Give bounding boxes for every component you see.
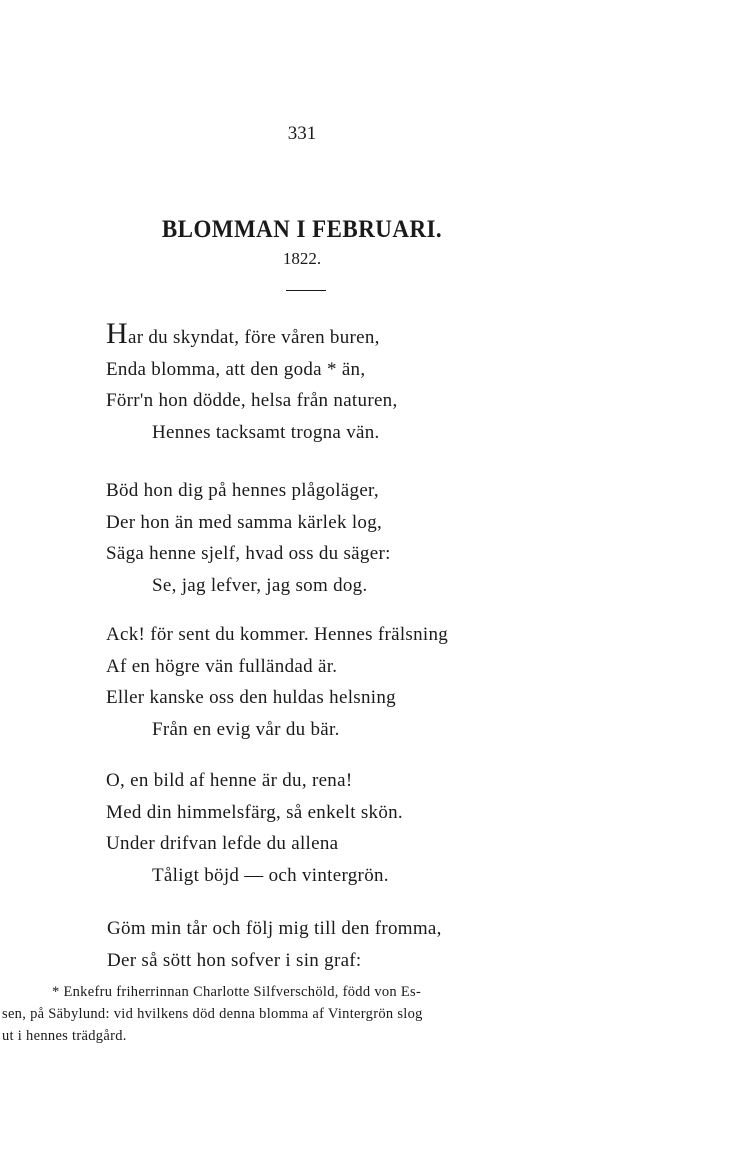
verse-line: Under drifvan lefde du allena xyxy=(106,833,339,854)
verse-line: Der så sött hon sofver i sin graf: xyxy=(107,949,362,971)
verse-line: O, en bild af henne är du, rena! xyxy=(106,770,353,791)
verse-line: Eller kanske oss den huldas helsning xyxy=(106,687,396,708)
verse-line: Göm min tår och följ mig till den fromma, xyxy=(107,918,442,939)
verse-line: Säga henne sjelf, hvad oss du säger: xyxy=(106,543,391,564)
verse-line: Tåligt böjd — och vintergrön. xyxy=(152,864,389,886)
title-divider xyxy=(286,290,326,291)
stanza-5 xyxy=(107,913,627,976)
footnote-line: sen, på Säbylund: vid hvilkens död denna blomma af Vintergrön slog xyxy=(2,1006,423,1022)
footnote-line: ut i hennes trädgård. xyxy=(2,1028,127,1044)
poem-year: 1822. xyxy=(282,249,322,268)
footnote xyxy=(0,981,580,1047)
page-number: 331 xyxy=(287,123,317,144)
verse-line: Böd hon dig på hennes plågoläger, xyxy=(106,480,379,501)
stanza-3 xyxy=(106,619,626,745)
stanza-2 xyxy=(106,475,626,601)
verse-line: Hennes tacksamt trogna vän. xyxy=(152,421,380,443)
verse-line: Enda blomma, att den goda * än, xyxy=(106,358,366,380)
verse-line: Från en evig vår du bär. xyxy=(152,718,340,740)
stanza-4 xyxy=(106,765,626,891)
verse-line-text: ar du skyndat, före våren buren, xyxy=(127,327,380,348)
poem-title: BLOMMAN I FEBRUARI. xyxy=(161,216,443,243)
verse-line: Se, jag lefver, jag som dog. xyxy=(152,574,368,596)
verse-line: Med din himmelsfärg, så enkelt skön. xyxy=(106,801,403,823)
stanza-1 xyxy=(106,317,626,448)
verse-line: Af en högre vän fulländad är. xyxy=(106,655,338,677)
verse-line: Der hon än med samma kärlek log, xyxy=(106,511,383,533)
verse-line: Ack! för sent du kommer. Hennes frälsning xyxy=(106,624,449,645)
footnote-line: * Enkefru friherrinnan Charlotte Silfverschöld, född von Es- xyxy=(52,984,422,1000)
drop-cap: H xyxy=(106,317,128,350)
verse-line: Förr'n hon dödde, helsa från naturen, xyxy=(106,390,398,411)
verse-line xyxy=(106,317,626,354)
